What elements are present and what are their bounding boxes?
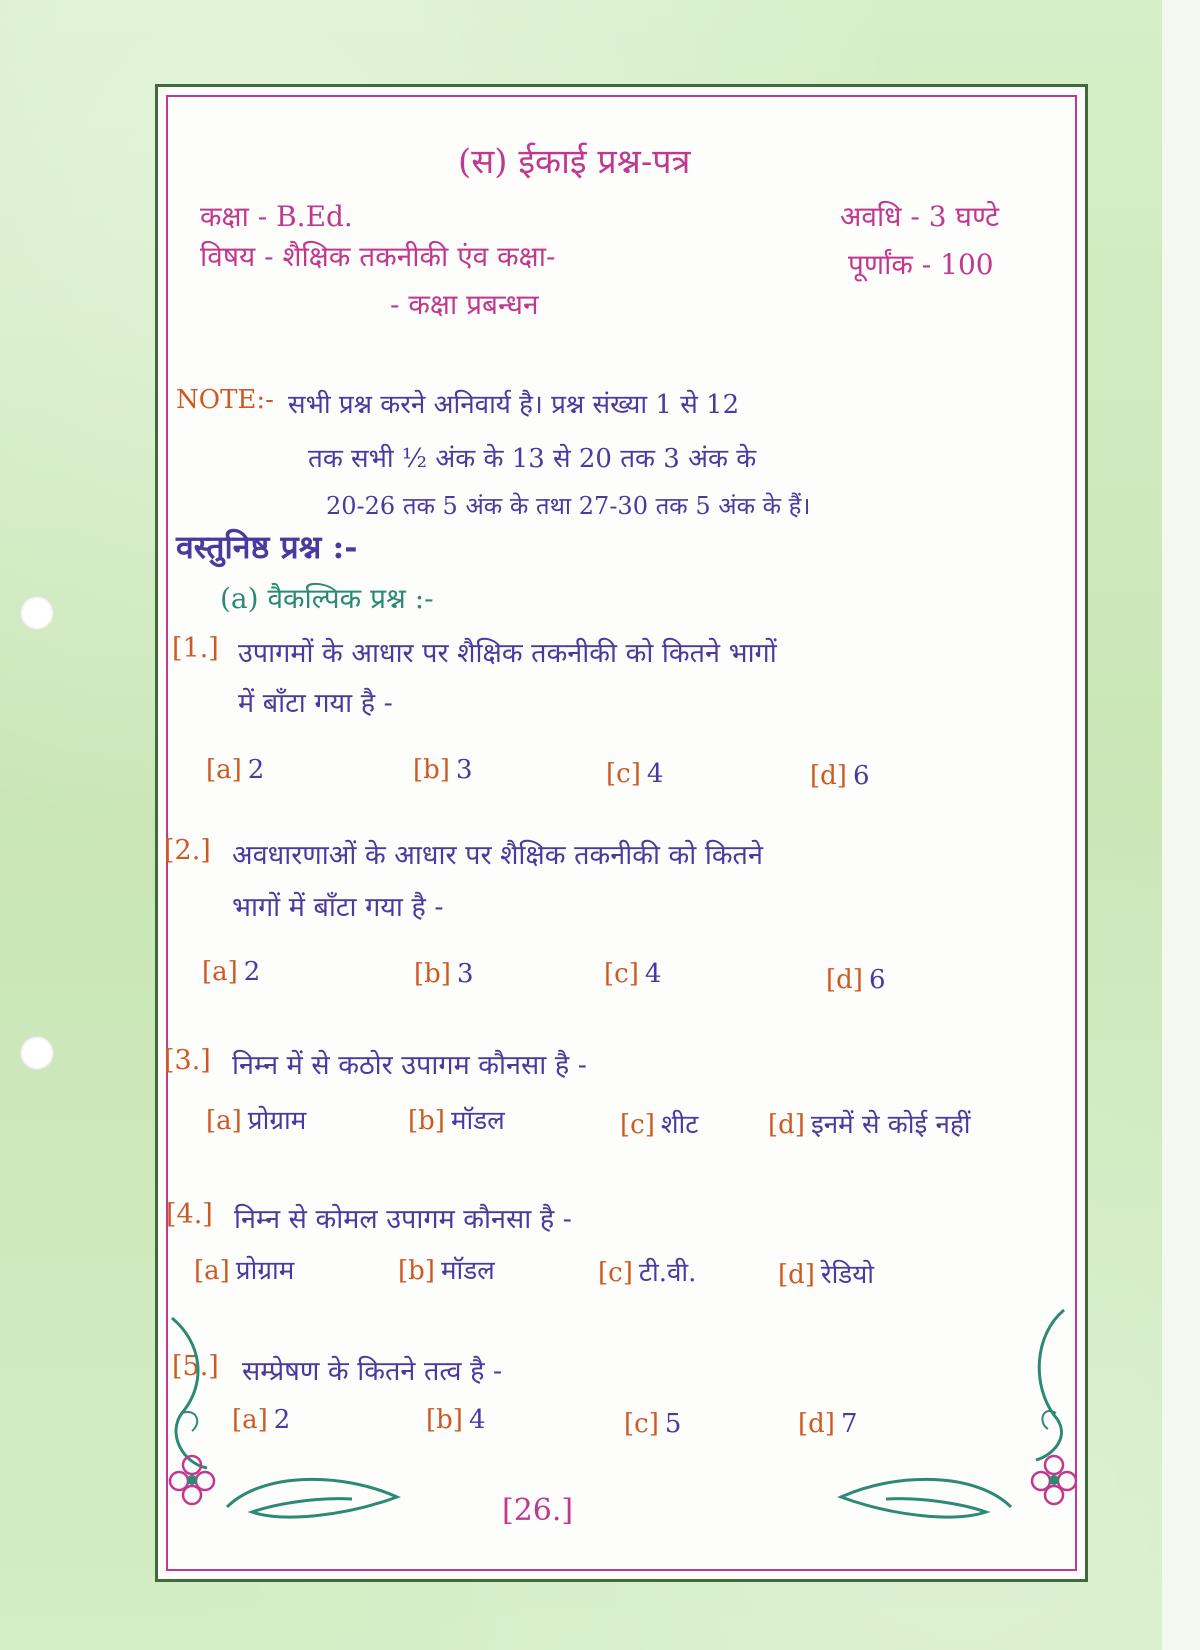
question-number-4: [4.]: [166, 1199, 213, 1230]
question-text-2: अवधारणाओं के आधार पर शैक्षिक तकनीकी को कितने: [232, 840, 763, 871]
punch-hole: [20, 596, 54, 630]
option-3b: [b] मॉडल: [408, 1106, 505, 1136]
option-3d: [d] इनमें से कोई नहीं: [768, 1110, 971, 1140]
leaf-swirl-right-icon: [836, 1467, 1016, 1527]
paper-edge: [1162, 0, 1200, 1650]
question-text-1-cont: में बाँटा गया है -: [238, 688, 393, 719]
option-2a: [a] 2: [202, 957, 261, 987]
page-number: [26.]: [502, 1493, 574, 1528]
option-5c: [c] 5: [624, 1409, 682, 1439]
option-1a: [a] 2: [206, 755, 265, 785]
question-number-1: [1.]: [172, 633, 219, 664]
marks-label: पूर्णांक - 100: [848, 248, 994, 281]
corner-vine-left-icon: [162, 1313, 222, 1473]
option-2c: [c] 4: [604, 959, 662, 989]
option-2d: [d] 6: [826, 965, 886, 995]
question-number-3: [3.]: [164, 1045, 211, 1076]
option-3a: [a] प्रोग्राम: [206, 1106, 307, 1136]
inner-border: [166, 95, 1077, 1571]
question-text-4: निम्न से कोमल उपागम कौनसा है -: [234, 1204, 572, 1235]
punch-hole: [20, 1036, 54, 1070]
option-4c: [c] टी.वी.: [598, 1258, 697, 1288]
duration-label: अवधि - 3 घण्टे: [840, 200, 1000, 233]
question-text-1: उपागमों के आधार पर शैक्षिक तकनीकी को कितने भागों: [238, 638, 777, 669]
option-4b: [b] मॉडल: [398, 1256, 495, 1286]
page-title: (स) ईकाई प्रश्न-पत्र: [458, 142, 691, 182]
answer-sheet: [155, 84, 1088, 1582]
option-5d: [d] 7: [798, 1409, 858, 1439]
option-1d: [d] 6: [810, 761, 870, 791]
option-4d: [d] रेडियो: [778, 1260, 875, 1290]
option-4a: [a] प्रोग्राम: [194, 1256, 295, 1286]
note-line-1: सभी प्रश्न करने अनिवार्य है। प्रश्न संख्या 1 से 12: [288, 390, 740, 420]
question-text-5: सम्प्रेषण के कितने तत्व है -: [242, 1356, 503, 1387]
option-3c: [c] शीट: [620, 1110, 699, 1140]
question-number-2: [2.]: [164, 835, 211, 866]
corner-vine-right-icon: [1024, 1305, 1084, 1465]
flower-left-icon: [164, 1451, 220, 1507]
note-line-3: 20-26 तक 5 अंक के तथा 27-30 तक 5 अंक के हैं।: [326, 492, 811, 520]
option-5b: [b] 4: [426, 1405, 486, 1435]
subject-continuation: - कक्षा प्रबन्धन: [390, 288, 539, 321]
subject-label: विषय - शैक्षिक तकनीकी एंव कक्षा-: [200, 240, 556, 273]
question-number-5: [5.]: [172, 1351, 219, 1382]
option-1b: [b] 3: [413, 755, 473, 785]
option-2b: [b] 3: [414, 959, 474, 989]
leaf-swirl-left-icon: [222, 1467, 402, 1527]
question-text-3: निम्न में से कठोर उपागम कौनसा है -: [232, 1050, 587, 1081]
flower-right-icon: [1026, 1451, 1082, 1507]
subsection-title: (a) वैकल्पिक प्रश्न :-: [220, 582, 434, 615]
note-prefix: NOTE:-: [176, 385, 274, 415]
option-1c: [c] 4: [606, 759, 664, 789]
section-title: वस्तुनिष्ठ प्रश्न :-: [176, 528, 358, 566]
option-5a: [a] 2: [232, 1405, 291, 1435]
question-text-2-cont: भागों में बाँटा गया है -: [232, 892, 444, 923]
note-line-2: तक सभी ½ अंक के 13 से 20 तक 3 अंक के: [308, 444, 757, 474]
class-label: कक्षा - B.Ed.: [200, 200, 353, 233]
